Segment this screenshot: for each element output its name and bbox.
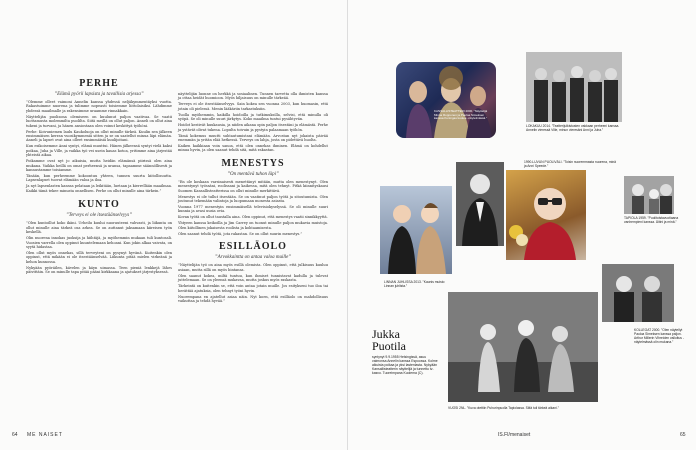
body-paragraph: Poikamme ovat nyt jo aikuisia, mutta heidän elämänsä piirissä olen aina mukana. Vaikka heillä on omat perheensä ja uransa, tapaamme säännöllisesti ja kannustamme toisiamme. xyxy=(26,159,172,173)
section-heading-esillaolo: ESILLÄOLO xyxy=(219,241,287,253)
caption-1990-luku: 1990-LUVUN PUOLIVÄLI. ”Toisin nuoremmasta nuorena, minä ja Anni Speede.” xyxy=(524,160,616,168)
body-paragraph: Terveys ei ole itsestäänselvyys. Sain kokea sen vuonna 2003, kun huomasin, että jotain oli pielessä. Menin lääkäriin tarkastuksiin. xyxy=(178,102,328,111)
caption-vuosi: VUOSI 2NL. ”Kuva otettiin Puhurinpuolla Tapiolassa. Siitä tuli tärkeä aikani.” xyxy=(448,406,559,410)
caption-kansallisteatteri: KANSALLISTEATTERI 2000. ”Näyttelijä Minna Ropponen ja Pauloa Simeksen kanssa Kuningas kuolee -näytelmässä.” xyxy=(434,109,488,121)
body-paragraph: Olen ollut myös onnekas, sillä terveyteni on pysynyt hyvänä. Kuitenkin olen oppinut, että mikään ei ole itsestäänselvää. Liikunta pitää mielen virkeänä ja kehon kunnossa. xyxy=(26,250,172,264)
section-heading-menestys: MENESTYS xyxy=(221,157,285,169)
family-photo-illustration xyxy=(526,52,622,122)
folio-right-center: IS.FI/menaiset xyxy=(498,432,531,438)
body-paragraph: Hoidot kestivät kuukausia, ja niiden aikana opin paljon itsestäni ja elämästä. Perhe ja ystävät olivat tukena. Lopulta toivuin ja pystyin palaamaan työhön. xyxy=(178,123,328,132)
body-paragraph: Tärkeintä on kuitenkin se, että voin antaa jotain muille. Jos esitykseni tuo iloa tai herättää ajatuksia, olen tehnyt työni hyvin. xyxy=(178,284,328,293)
body-paragraph: Kun esikoisemme Anni syntyi, elämä muuttui. Hänen jälkeensä syntyi vielä kaksi poikaa, Juha ja Ville, ja vaikka työ vei usein kauas kotoa, yritimme aina järjestää yhteistä aikaa. xyxy=(26,144,172,158)
caption-kollegat-2000: KOLLEGAT 2000. ”Olen näytellyt Pauloa Simeksen kanssa paljon. Arthur Millerin Vihreiden valloitus -näytelmässä olin mukana.” xyxy=(634,328,684,344)
body-paragraph: Vuonna 1977 menestyin ensimmäisellä televisiokyselyssä. Se oli minulle suuri kunnia ja avasi uusia ovia. xyxy=(178,205,328,214)
body-paragraph: näyttelijän luonne on herkkä ja sosiaalinen. Tunnen tarvetta olla ihmisten kanssa ja ottaa heidät huomioon. Myös hiljaisuus on minulle tärkeää. xyxy=(178,92,328,101)
photo-kollegat-2000 xyxy=(602,264,674,322)
photo-tapiola-1959 xyxy=(624,176,674,214)
body-paragraph: Näyttelijän puolisona olemiseen on kuulunut paljon vaativaa. Se vaatii luottamusta molemmilta puolilta. Siitä meillä on ollut paljon. Anneli on ollut aina tukeni ja turvani, ja hänen ansiostaan olen voinut keskittyä työhöni. xyxy=(26,114,172,128)
section-heading-perhe: PERHE xyxy=(79,78,119,89)
couple-photo-illustration xyxy=(380,186,452,274)
right-page xyxy=(348,0,696,450)
profile-name-first: Jukka xyxy=(372,327,400,341)
profile-bio: syntynyt 9.9.1955 Helsingissä, asuu vaimonsa Annelin kanssa Espoossa. Kolme aikuista poikaa ja yksi lastenlasta. Nykyään Kansallisteatterin näyttelijä ja tunnettu tv-kasvo. Tuoreimpana Kuolema (C). xyxy=(372,355,438,376)
photo-linnan-juhlissa xyxy=(380,186,452,274)
portrait-illustration xyxy=(506,170,586,260)
photo-lokakuu-2014 xyxy=(526,52,622,122)
body-paragraph: Kaiken kaikkiaan voin sanoa, että olen onnekas ihminen. Elämä on kohdellut minua hyvin, ja olen saanut tehdä sitä, mitä rakastan. xyxy=(178,144,328,153)
photo-portrait-glasses xyxy=(506,170,586,260)
folio-left xyxy=(12,432,63,438)
body-paragraph: Nykyään pyöräilen, kävelen ja käyn uimassa. Teen pieniä lenkkejä lähes päivittäin. Se on minulle tapa pitää pääni kirkkaana ja ajatukset järjestyksessä. xyxy=(26,265,172,275)
body-paragraph: Kovan työtä on ollut taustalla aina. Olen oppinut, että menestys vaatii sinnikkyyttä. xyxy=(178,215,328,220)
photo-kansallisteatteri-2000 xyxy=(396,62,496,138)
body-paragraph: Menestys ei ole tullut itsestään. Se on vaatinut paljon työtä ja sitoutumista. Olen joutunut tekemään valintoja ja luopumaan monesta asiasta. xyxy=(178,194,328,204)
photo-vuosi xyxy=(448,292,598,402)
colleagues-photo-illustration xyxy=(602,264,674,322)
caption-lokakuu-2014: LOKAKUU 2014. ”Teatterijulkistusten vakkaan perheeni kanssa. Annelin vieressä Ville, minun vieresäni Anni ja Juha.” xyxy=(526,124,620,132)
left-column xyxy=(26,78,172,276)
body-paragraph: Ja nyt lapsenlasten kanssa pelataan ja leikitään, luetaan ja kierrellään maailmaa. Kaikki tämä tekee minusta onnellisen. Perhe on ollut minulle aina tärkein.” xyxy=(26,184,172,193)
section-subheading-menestys: ”On mentävä tuhon läpi” xyxy=(227,171,279,177)
profile-name-last: Puotila xyxy=(372,339,407,353)
tux-photo-illustration xyxy=(456,162,504,246)
body-paragraph: Tämä kokemus muutti suhtautumistani elämään. Arvostan nyt jokaista päivää enemmän ja yritän elää hetkessä. Terveys on lahja, josta on pidettävä huolta. xyxy=(178,133,328,143)
body-paragraph: Nuorempana en ajatellut asiaa näin. Nyt koen, että esilläolo on mahdollisuus vaikuttaa ja tehdä hyvää.” xyxy=(178,294,328,303)
caption-tapiola-1959: TAPIOLA 1959. ”Puolitoistavuotiaana vanhempieni kanssa. Äitini ja minä.” xyxy=(624,216,679,224)
stage-photo-illustration xyxy=(396,62,496,138)
page-number: 64 xyxy=(12,432,18,438)
caption-linnan-juhlissa: LINNAN JUHLISSA 2013. ”Kaunis muisto Linnan juhlista.” xyxy=(384,280,445,288)
body-paragraph: Yhtyeen kanssa keikoilla ja Jim Carrey on tuonut minulle paljon mukavia muistoja. Olen kiitollinen jokaisesta roolista ja kohtaamisesta. xyxy=(178,221,328,230)
magazine-name: ME NAISET xyxy=(26,432,63,438)
childhood-photo-illustration xyxy=(624,176,674,214)
photo-1990-luku xyxy=(456,162,504,246)
body-paragraph: Tänään, kun perheemme kokoontuu yhteen, tunnen suurta kiitollisuutta. Lapsenlapset tuovat elämään valoa ja iloa. xyxy=(26,174,172,183)
body-paragraph: ”Olen kuntoillut koko ikäni. Urheilu kuului nuoruuteeni vahvasti, ja liikunta on ollut minulle aina tärkeä osa arkea. Se on auttanut jaksamaan kiireisen työn keskellä. xyxy=(26,221,172,235)
body-paragraph: ”Näyttelijän työ on aina myös esillä olemista. Olen oppinut, että julkisuus kuuluu asiaan, mutta sillä on myös hintansa. xyxy=(178,263,328,272)
body-paragraph: Perhe: Koivuniemen laulu Kaukoluoja on ollut minulle tärkeä. Kuulin sen jälkeen ensimmäisen kerran vuosikymmeniä sitten ja se on saatellut minua läpi elämän. Anneli ja lapset ovat aina olleet ensimmäisiä kuulijoitani. xyxy=(26,129,172,143)
body-paragraph: ”En ole koskaan varsinaisesti menettänyt mitään, mutta olen menestynyt. Olen menestynyt työssäni, roolissani ja kaikessa, mitä olen tehnyt. Pitkä kiinnityskausi Suomen Kansallisteatterissa on ollut minulle merkittävä. xyxy=(178,179,328,193)
right-column xyxy=(178,92,328,305)
body-paragraph: ”Olemme olleet vaimoni Annelin kanssa yhdessä neljäkymmentäyksi vuotta. Rakastuimme nuorena ja tulimme nopeasti toisiemme liittolaisiksi. Lähdimme yhdessä maailmalle ja rakensimme uraamme rinnakkain. xyxy=(26,100,172,113)
section-subheading-esillaolo: ”Arvokkaintta on antaa valoa muille” xyxy=(214,255,292,261)
section-subheading-perhe: ”Elämä pyörii lapsista ja tavallisia arjessa” xyxy=(54,92,144,97)
body-paragraph: Tuolla myöhemmin, kaikilla hoidoilla ja tutkimuksilla, selvisi, että minulla oli syöpä. Se oli minulle suuri järkytys. Koko maailma tuntui pysähtyvän. xyxy=(178,112,328,122)
section-subheading-kunto: ”Terveys ei ole itsestäänselvyys” xyxy=(65,213,133,219)
section-heading-kunto: KUNTO xyxy=(78,199,120,211)
body-paragraph: Olin nuorena innokas juoksija ja hiihtäjä, ja myöhemmin mukaan tuli kuntosali. Vuosien varrella olen oppinut kuuntelemaan kehoani. Kun jokin alkaa vaivata, on syytä hidastaa. xyxy=(26,236,172,249)
body-paragraph: Olen saanut tehdä työtä, jota rakastan. Se on ollut suurin menestys.” xyxy=(178,231,303,236)
profile-box xyxy=(372,328,438,375)
stage-scene-illustration xyxy=(448,292,598,402)
folio-right-number: 65 xyxy=(680,432,686,438)
body-paragraph: Olen saanut kokea, miltä tuntuu, kun ihmiset tunnistavat kadulla ja tulevat juttelemaan. Se on yleensä mukavaa, mutta joskus myös raskasta. xyxy=(178,273,328,283)
